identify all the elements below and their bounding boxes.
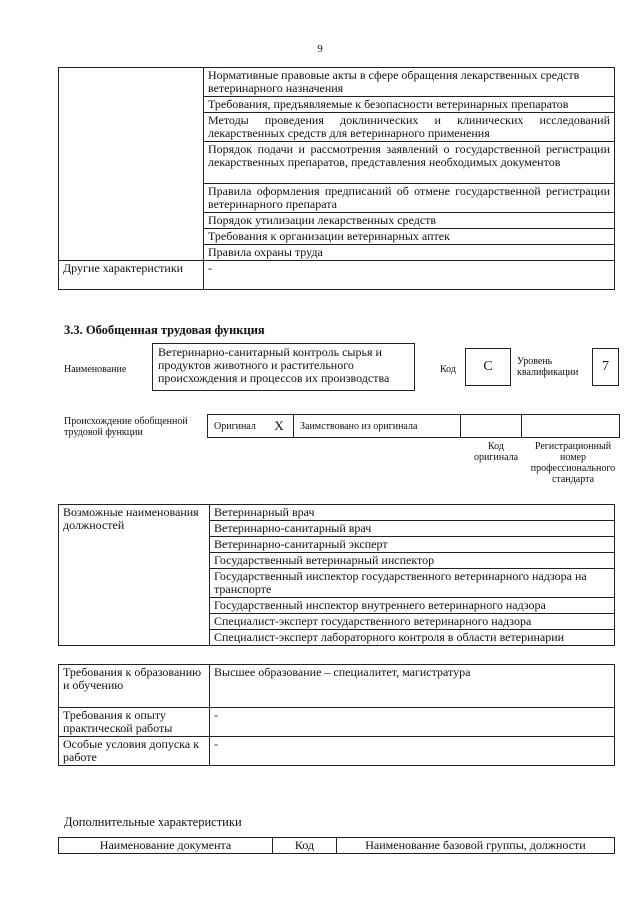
origin-label: Происхождение обобщенной трудовой функции bbox=[64, 416, 188, 438]
page-number: 9 bbox=[317, 43, 323, 55]
reg-number-label: Регистрационный номер профессионального стандарта bbox=[530, 441, 616, 485]
additional-title: Дополнительные характеристики bbox=[64, 815, 242, 829]
original-label: Оригинал bbox=[214, 421, 256, 432]
original-mark: X bbox=[265, 415, 294, 437]
position-item: Государственный инспектор внутреннего ветеринарного надзора bbox=[210, 598, 615, 614]
requirement-label: Требования к образованию и обучению bbox=[59, 665, 210, 708]
knowledge-table bbox=[58, 67, 615, 290]
position-item: Специалист-эксперт лабораторного контроля в области ветеринарии bbox=[210, 630, 615, 646]
function-name-box: Ветеринарно-санитарный контроль сырья и продуктов животного и растительного происхождения и процессов их производства bbox=[152, 343, 415, 391]
knowledge-row: Правила оформления предписаний об отмене государственной регистрации ветеринарного препарата bbox=[204, 184, 615, 213]
knowledge-row: Нормативные правовые акты в сфере обращения лекарственных средств ветеринарного назначения bbox=[204, 68, 615, 97]
position-item: Специалист-эксперт государственного ветеринарного надзора bbox=[210, 614, 615, 630]
knowledge-row: Порядок подачи и рассмотрения заявлений о государственной регистрации лекарственных препаратов, представления необходимых документов bbox=[204, 142, 615, 184]
additional-header: Наименование документа bbox=[59, 838, 273, 854]
requirement-label: Особые условия допуска к работе bbox=[59, 737, 210, 766]
requirements-table bbox=[58, 664, 615, 766]
knowledge-row: Требования к организации ветеринарных аптек bbox=[204, 229, 615, 245]
knowledge-row: Требования, предъявляемые к безопасности ветеринарных препаратов bbox=[204, 97, 615, 113]
knowledge-row: Порядок утилизации лекарственных средств bbox=[204, 213, 615, 229]
name-label: Наименование bbox=[64, 364, 127, 375]
origin-divider bbox=[521, 415, 522, 437]
positions-label: Возможные наименования должностей bbox=[59, 505, 210, 646]
knowledge-row: Правила охраны труда bbox=[204, 245, 615, 261]
origin-box bbox=[207, 414, 620, 438]
position-item: Ветеринарно-санитарный эксперт bbox=[210, 537, 615, 553]
additional-header: Код bbox=[273, 838, 337, 854]
borrowed-label: Заимствовано из оригинала bbox=[300, 421, 418, 432]
origin-divider bbox=[460, 415, 461, 437]
requirement-value: Высшее образование – специалитет, магистратура bbox=[210, 665, 615, 708]
level-value-box: 7 bbox=[592, 348, 619, 386]
knowledge-label-cell bbox=[59, 68, 204, 261]
position-item: Ветеринарно-санитарный врач bbox=[210, 521, 615, 537]
knowledge-row: Методы проведения доклинических и клинических исследований лекарственных средств для ветеринарного применения bbox=[204, 113, 615, 142]
additional-header: Наименование базовой группы, должности bbox=[337, 838, 615, 854]
section-title: 3.3. Обобщенная трудовая функция bbox=[64, 323, 265, 337]
code-label: Код bbox=[440, 364, 456, 375]
position-item: Государственный инспектор государственного ветеринарного надзора на транспорте bbox=[210, 569, 615, 598]
level-label: Уровень квалификации bbox=[517, 356, 579, 378]
positions-table bbox=[58, 504, 615, 646]
other-characteristics-label: Другие характеристики bbox=[59, 261, 204, 290]
position-item: Ветеринарный врач bbox=[210, 505, 615, 521]
code-value-box: C bbox=[465, 348, 511, 386]
position-item: Государственный ветеринарный инспектор bbox=[210, 553, 615, 569]
requirement-value: - bbox=[210, 708, 615, 737]
requirement-value: - bbox=[210, 737, 615, 766]
requirement-label: Требования к опыту практической работы bbox=[59, 708, 210, 737]
code-original-label: Код оригинала bbox=[473, 441, 519, 463]
other-characteristics-value: - bbox=[204, 261, 615, 290]
additional-table bbox=[58, 837, 615, 854]
